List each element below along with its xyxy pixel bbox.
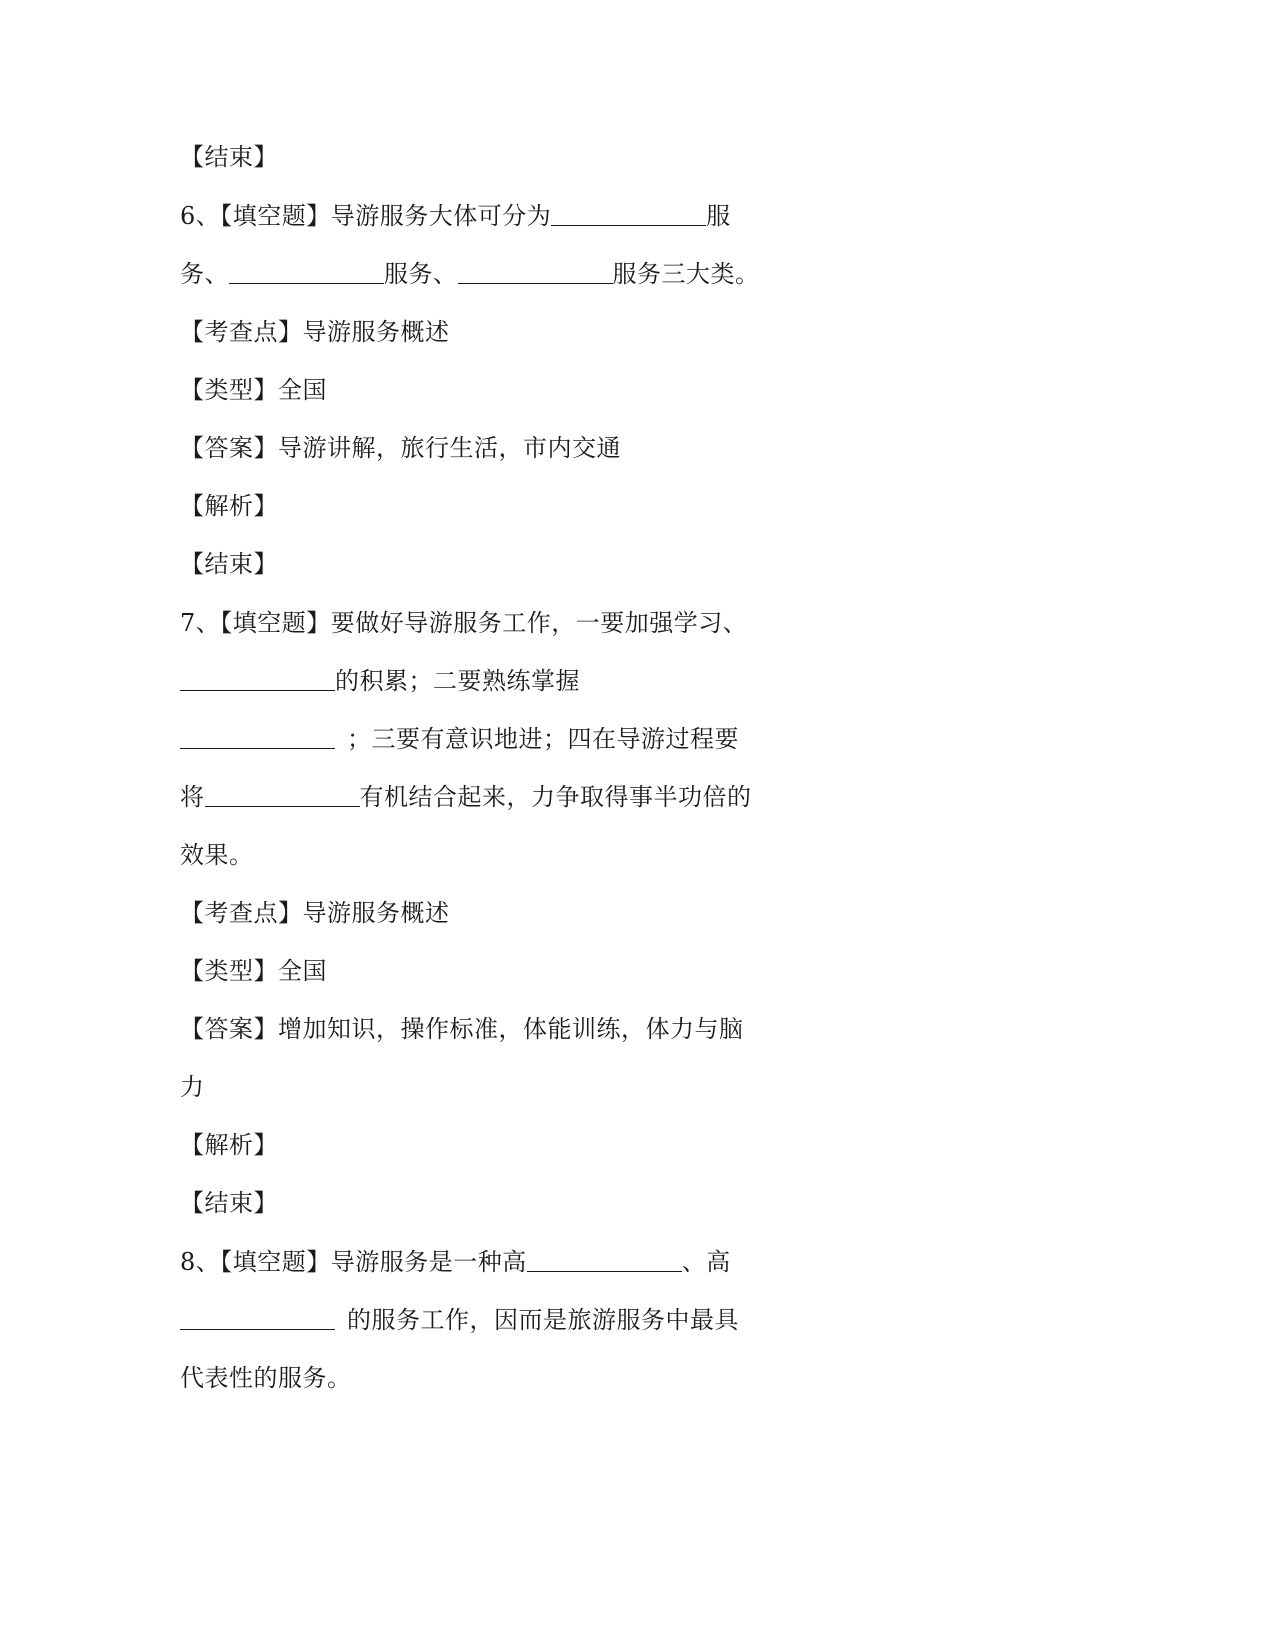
end-text: 【结束】 [180,550,278,578]
question-7-text: 的积累；二要熟练掌握 [335,667,580,695]
fill-blank [205,782,360,807]
question-6-line-1 [180,200,731,232]
question-8-text: 代表性的服务。 [180,1364,352,1392]
question-6-text: 服务三大类。 [612,260,760,288]
answer-text: 【答案】导游讲解，旅行生活，市内交通 [180,434,621,462]
analysis-text: 【解析】 [180,492,278,520]
question-6-type [180,374,327,406]
type-text: 【类型】全国 [180,957,327,985]
question-7-topic [180,897,450,929]
question-6-text: 服务、 [384,260,458,288]
question-8-text: 、高 [681,1248,731,1276]
end-text: 【结束】 [180,143,278,171]
question-6-analysis [180,490,278,522]
question-7-text: ；三要有意识地进；四在导游过程要 [347,725,739,753]
question-7-line-4 [180,781,752,813]
question-8-text: 的服务工作，因而是旅游服务中最具 [347,1306,739,1334]
question-6-end [180,548,278,580]
fill-blank [527,1247,682,1272]
fill-blank [180,666,335,691]
question-7-line-1 [180,607,747,639]
question-7-line-3 [180,723,739,755]
question-7-line-5 [180,839,254,871]
question-7-analysis [180,1129,278,1161]
question-7-end [180,1187,278,1219]
question-8-line-2 [180,1304,739,1336]
analysis-text: 【解析】 [180,1131,278,1159]
question-7-text: 将 [180,783,205,811]
question-8-line-3 [180,1362,352,1394]
question-8-line-1 [180,1246,731,1278]
question-7-text: 效果。 [180,841,254,869]
topic-text: 【考查点】导游服务概述 [180,318,450,346]
question-8-text: 8、【填空题】导游服务是一种高 [180,1248,527,1276]
type-text: 【类型】全国 [180,376,327,404]
question-6-topic [180,316,450,348]
fill-blank [229,259,384,284]
answer-text: 力 [180,1073,205,1101]
fill-blank [551,201,706,226]
fill-blank [180,724,335,749]
topic-text: 【考查点】导游服务概述 [180,899,450,927]
question-6-answer [180,432,621,464]
question-7-type [180,955,327,987]
answer-text: 【答案】增加知识，操作标准，体能训练，体力与脑 [180,1015,744,1043]
question-6-text: 6、【填空题】导游服务大体可分为 [180,202,552,230]
question-7-text: 7、【填空题】要做好导游服务工作，一要加强学习、 [180,609,748,637]
question-7-line-2 [180,665,580,697]
fill-blank [458,259,613,284]
question-6-text: 务、 [180,260,229,288]
question-7-text: 有机结合起来，力争取得事半功倍的 [359,783,752,811]
question-6-text: 服 [706,202,731,230]
question-7-answer-cont [180,1071,205,1103]
question-6-line-2 [180,258,760,290]
end-text: 【结束】 [180,1189,278,1217]
question-7-answer [180,1013,744,1045]
fill-blank [180,1305,335,1330]
end-marker [180,141,278,173]
